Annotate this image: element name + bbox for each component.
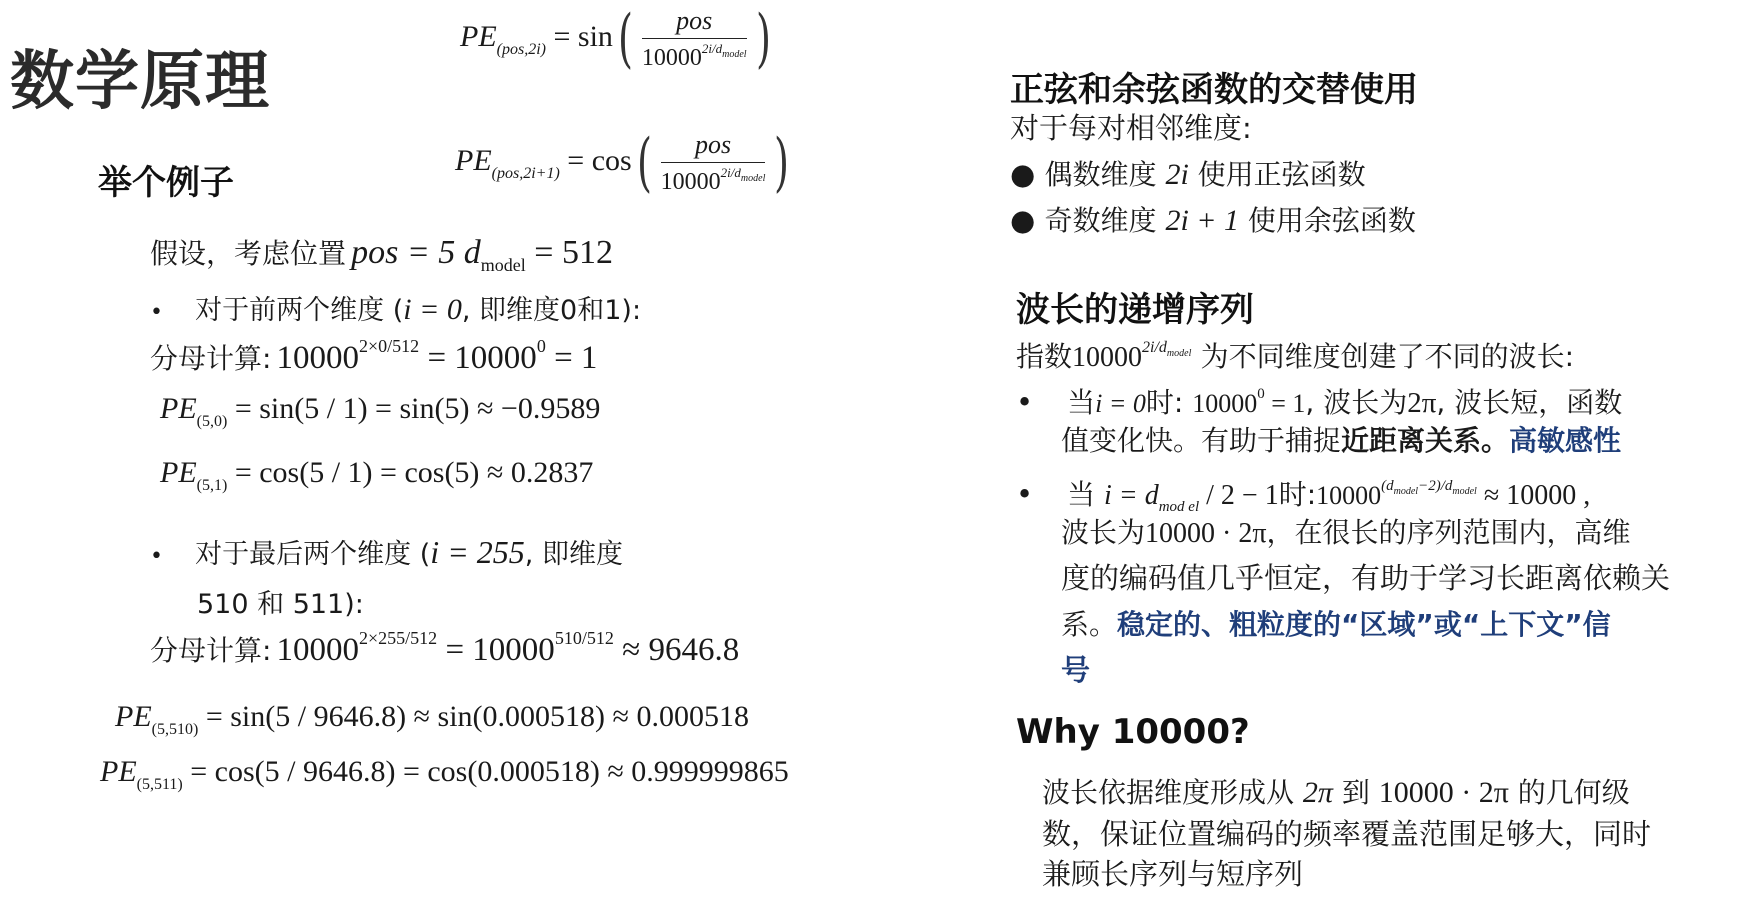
sec2-b2-pre: 当 [1067,478,1105,511]
formula-sin-den-sup: 2i/d [701,41,723,56]
pe-label: PE [100,755,137,788]
bullet1-post: , 即维度0和1): [461,295,642,326]
denom2-mid: = 10000 [437,632,555,668]
sec2-b2-l4-blue: 稳定的、粗粒度的“区域”或“上下文”信 [1117,608,1611,641]
sec2-intro-base: 10000 [1072,342,1143,373]
sec3-l1-post: 的几何级 [1508,776,1630,809]
pe-label: PE [160,456,197,489]
formula-cos: $PE_{(pos,2i+1)} = \cos$( $\frac{\text{pos}}{10000^{2i/dmodel}}$ ) [455,126,790,200]
sec2-intro-pre: 指数 [1016,340,1073,373]
denom1-mid: = 10000 [419,340,537,376]
sec2-b2-l2-pre: 波长为 [1061,516,1146,549]
pe510-rhs: = sin(5 / 9646.8) ≈ sin(0.000518) ≈ 0.000518 [198,700,749,733]
bullet-dot: • [150,544,163,569]
pe-label: PE [115,700,152,733]
sec2-bullet2-line2 [1061,510,1631,556]
pe51-rhs: = cos(5 / 1) = cos(5) ≈ 0.2837 [227,456,594,489]
denom2-label: 分母计算: [150,634,272,667]
sec1-b1-post: 使用正弦函数 [1188,158,1366,191]
sec2-b2-supsub: model [1393,486,1419,497]
sec2-b1-l2-blue: 高敏感性 [1509,424,1622,457]
bullet-dot: • [150,300,163,325]
sec2-b2-base: 10000 [1316,481,1382,510]
formula-sin-numerator: pos [642,6,747,39]
sec2-b2-sup2: −2)/d [1418,478,1453,494]
formula-cos-numerator: pos [661,130,766,163]
pe510-sub: (5,510) [151,721,199,738]
example-heading: 举个例子 [98,163,234,203]
denom1-label: 分母计算: [150,342,272,375]
pe-5-510 [115,700,749,739]
sec2-b1-l2-pre: 值变化快。有助于捕捉 [1061,424,1342,457]
sec2-bullet2-line4 [1061,602,1611,647]
sec3-line1 [1042,770,1630,815]
assume-text: 假设，考虑位置 [150,237,347,270]
sec2-b1-tail: , 波长短，函数 [1436,386,1623,419]
page-title: 数学原理 [10,45,270,119]
sec1-b2-math: 2i + 1 [1165,204,1240,237]
denom2-sup2: 510/512 [554,628,614,648]
pe511-sub: (5,511) [136,776,183,793]
denom2-tail: ≈ 9646.8 [613,632,740,668]
sec2-b1-sup: 0 [1257,386,1265,402]
bullet-first-dims [150,288,641,327]
formula-sin-op: = sin [545,19,613,53]
bullet-dot: ● [1010,203,1036,237]
formula-sin-den: 10000 [641,45,702,71]
sec2-b1-base: 10000 [1192,389,1258,418]
bullet1-pre: 对于前两个维度 ( [195,295,404,326]
sec1-intro: 对于每对相邻维度: [1010,111,1252,145]
sec3-l1-m1: 2π [1302,776,1333,809]
formula-cos-lhs: PE [455,143,492,177]
pe50-rhs: = sin(5 / 1) = sin(5) ≈ −0.9589 [227,392,601,425]
denom2-base: 10000 [276,632,360,668]
sec2-b2-math: i = d [1104,480,1159,511]
sec1-heading: 正弦和余弦函数的交替使用 [1010,70,1418,110]
sec3-l1-mid: 到 [1332,776,1379,809]
sec2-b2-l2-post: ，在很长的序列范围内，高维 [1266,516,1631,549]
bullet-dot: • [1016,385,1034,419]
sec2-b1-post: , 波长为 [1305,386,1408,419]
sec2-intro-sup: 2i/d [1142,339,1167,356]
assume-line [150,232,613,276]
sec1-bullet-even [1010,152,1366,197]
formula-cos-lhs-sub: (pos,2i+1) [491,164,560,182]
bullet-dot: • [1016,477,1034,511]
formula-sin-lhs-sub: (pos,2i) [496,40,546,58]
denominator-calc-2 [150,628,739,669]
sec1-bullet-odd [1010,198,1416,243]
assume-tail: = 512 [525,234,613,271]
sec1-b1-pre: 偶数维度 [1044,158,1166,191]
sec2-b1-pre: 当 [1067,386,1096,419]
sec1-b2-post: 使用余弦函数 [1239,204,1416,237]
denom1-sup: 2×0/512 [359,336,420,356]
sec2-heading: 波长的递增序列 [1016,290,1254,330]
sec1-b1-math: 2i [1165,158,1189,191]
sec2-b2-supsub2: model [1452,486,1477,497]
pe-label: PE [160,392,197,425]
pe-5-0 [160,392,600,431]
sec2-b1-mid: 时: [1145,386,1193,419]
denom1-base: 10000 [276,340,360,376]
bullet2-line2: 510 和 511): [197,589,364,620]
sec2-b2-l4-pre: 系。 [1061,608,1118,641]
bullet-dot: ● [1010,157,1036,191]
pe-5-511 [100,755,789,794]
sec3-l1-pre: 波长依据维度形成从 [1042,776,1303,809]
sec3-line2: 数，保证位置编码的频率覆盖范围足够大，同时 [1042,817,1652,851]
sec2-b2-math2: / 2 − 1 [1199,480,1279,511]
sec3-l1-m2: 10000 · 2π [1378,776,1509,809]
assume-sub: model [480,255,526,275]
sec2-bullet2-line5: 号 [1061,653,1091,687]
sec2-b1-l2-bold: 近距离关系。 [1341,424,1510,457]
sec2-b2-sup: (d [1381,478,1394,494]
sec1-b2-pre: 奇数维度 [1044,204,1166,237]
sec2-b2-l2-math: 10000 · 2π [1145,518,1267,549]
assume-math: pos = 5 d [351,234,481,271]
pe50-sub: (5,0) [196,413,228,430]
sec3-heading: Why 10000? [1016,712,1250,752]
pe51-sub: (5,1) [196,477,228,494]
bullet1-math: i = 0 [403,293,462,326]
denom2-sup: 2×255/512 [359,628,438,648]
formula-cos-op: = cos [559,143,632,177]
formula-cos-den-sup: 2i/d [720,165,741,180]
sec2-bullet2-line3: 度的编码值几乎恒定，有助于学习长距离依赖关 [1061,561,1671,595]
denom1-tail: = 1 [545,340,598,376]
sec2-bullet1-line2 [1061,418,1621,463]
sec2-b2-mathsub: mod el [1158,499,1200,515]
sec2-b1-math: i = 0 [1095,389,1146,418]
sec2-b2-tail: ≈ 10000 , [1476,480,1591,511]
sec2-intro-supsub: model [1166,348,1192,359]
formula-sin-lhs: PE [460,19,497,53]
bullet-last-dims [150,532,623,571]
bullet2-post: , 即维度 [524,539,623,570]
bullet2-math: i = 255 [430,534,525,570]
formula-sin-den-sup-sub: model [722,49,747,60]
sec2-intro-post: 为不同维度创建了不同的波长: [1200,340,1575,373]
pe-5-1 [160,456,593,495]
formula-sin: $PE_{(pos,2i)} = \sin$( $\frac{\text{pos}}{10000^{2i/dmodel}}$ ) [460,2,771,76]
formula-cos-den-sup-sub: model [740,173,766,184]
sec3-line3: 兼顾长序列与短序列 [1042,857,1304,891]
bullet2-pre: 对于最后两个维度 ( [195,539,431,570]
denominator-calc-1 [150,336,597,377]
denom1-sup2: 0 [536,336,546,356]
sec2-b2-mid: 时: [1278,478,1317,511]
sec2-b1-2pi: 2π [1407,387,1437,419]
sec2-b1-eq: = 1 [1264,389,1306,418]
formula-cos-den: 10000 [660,169,721,195]
pe511-rhs: = cos(5 / 9646.8) = cos(0.000518) ≈ 0.999999865 [182,755,789,788]
